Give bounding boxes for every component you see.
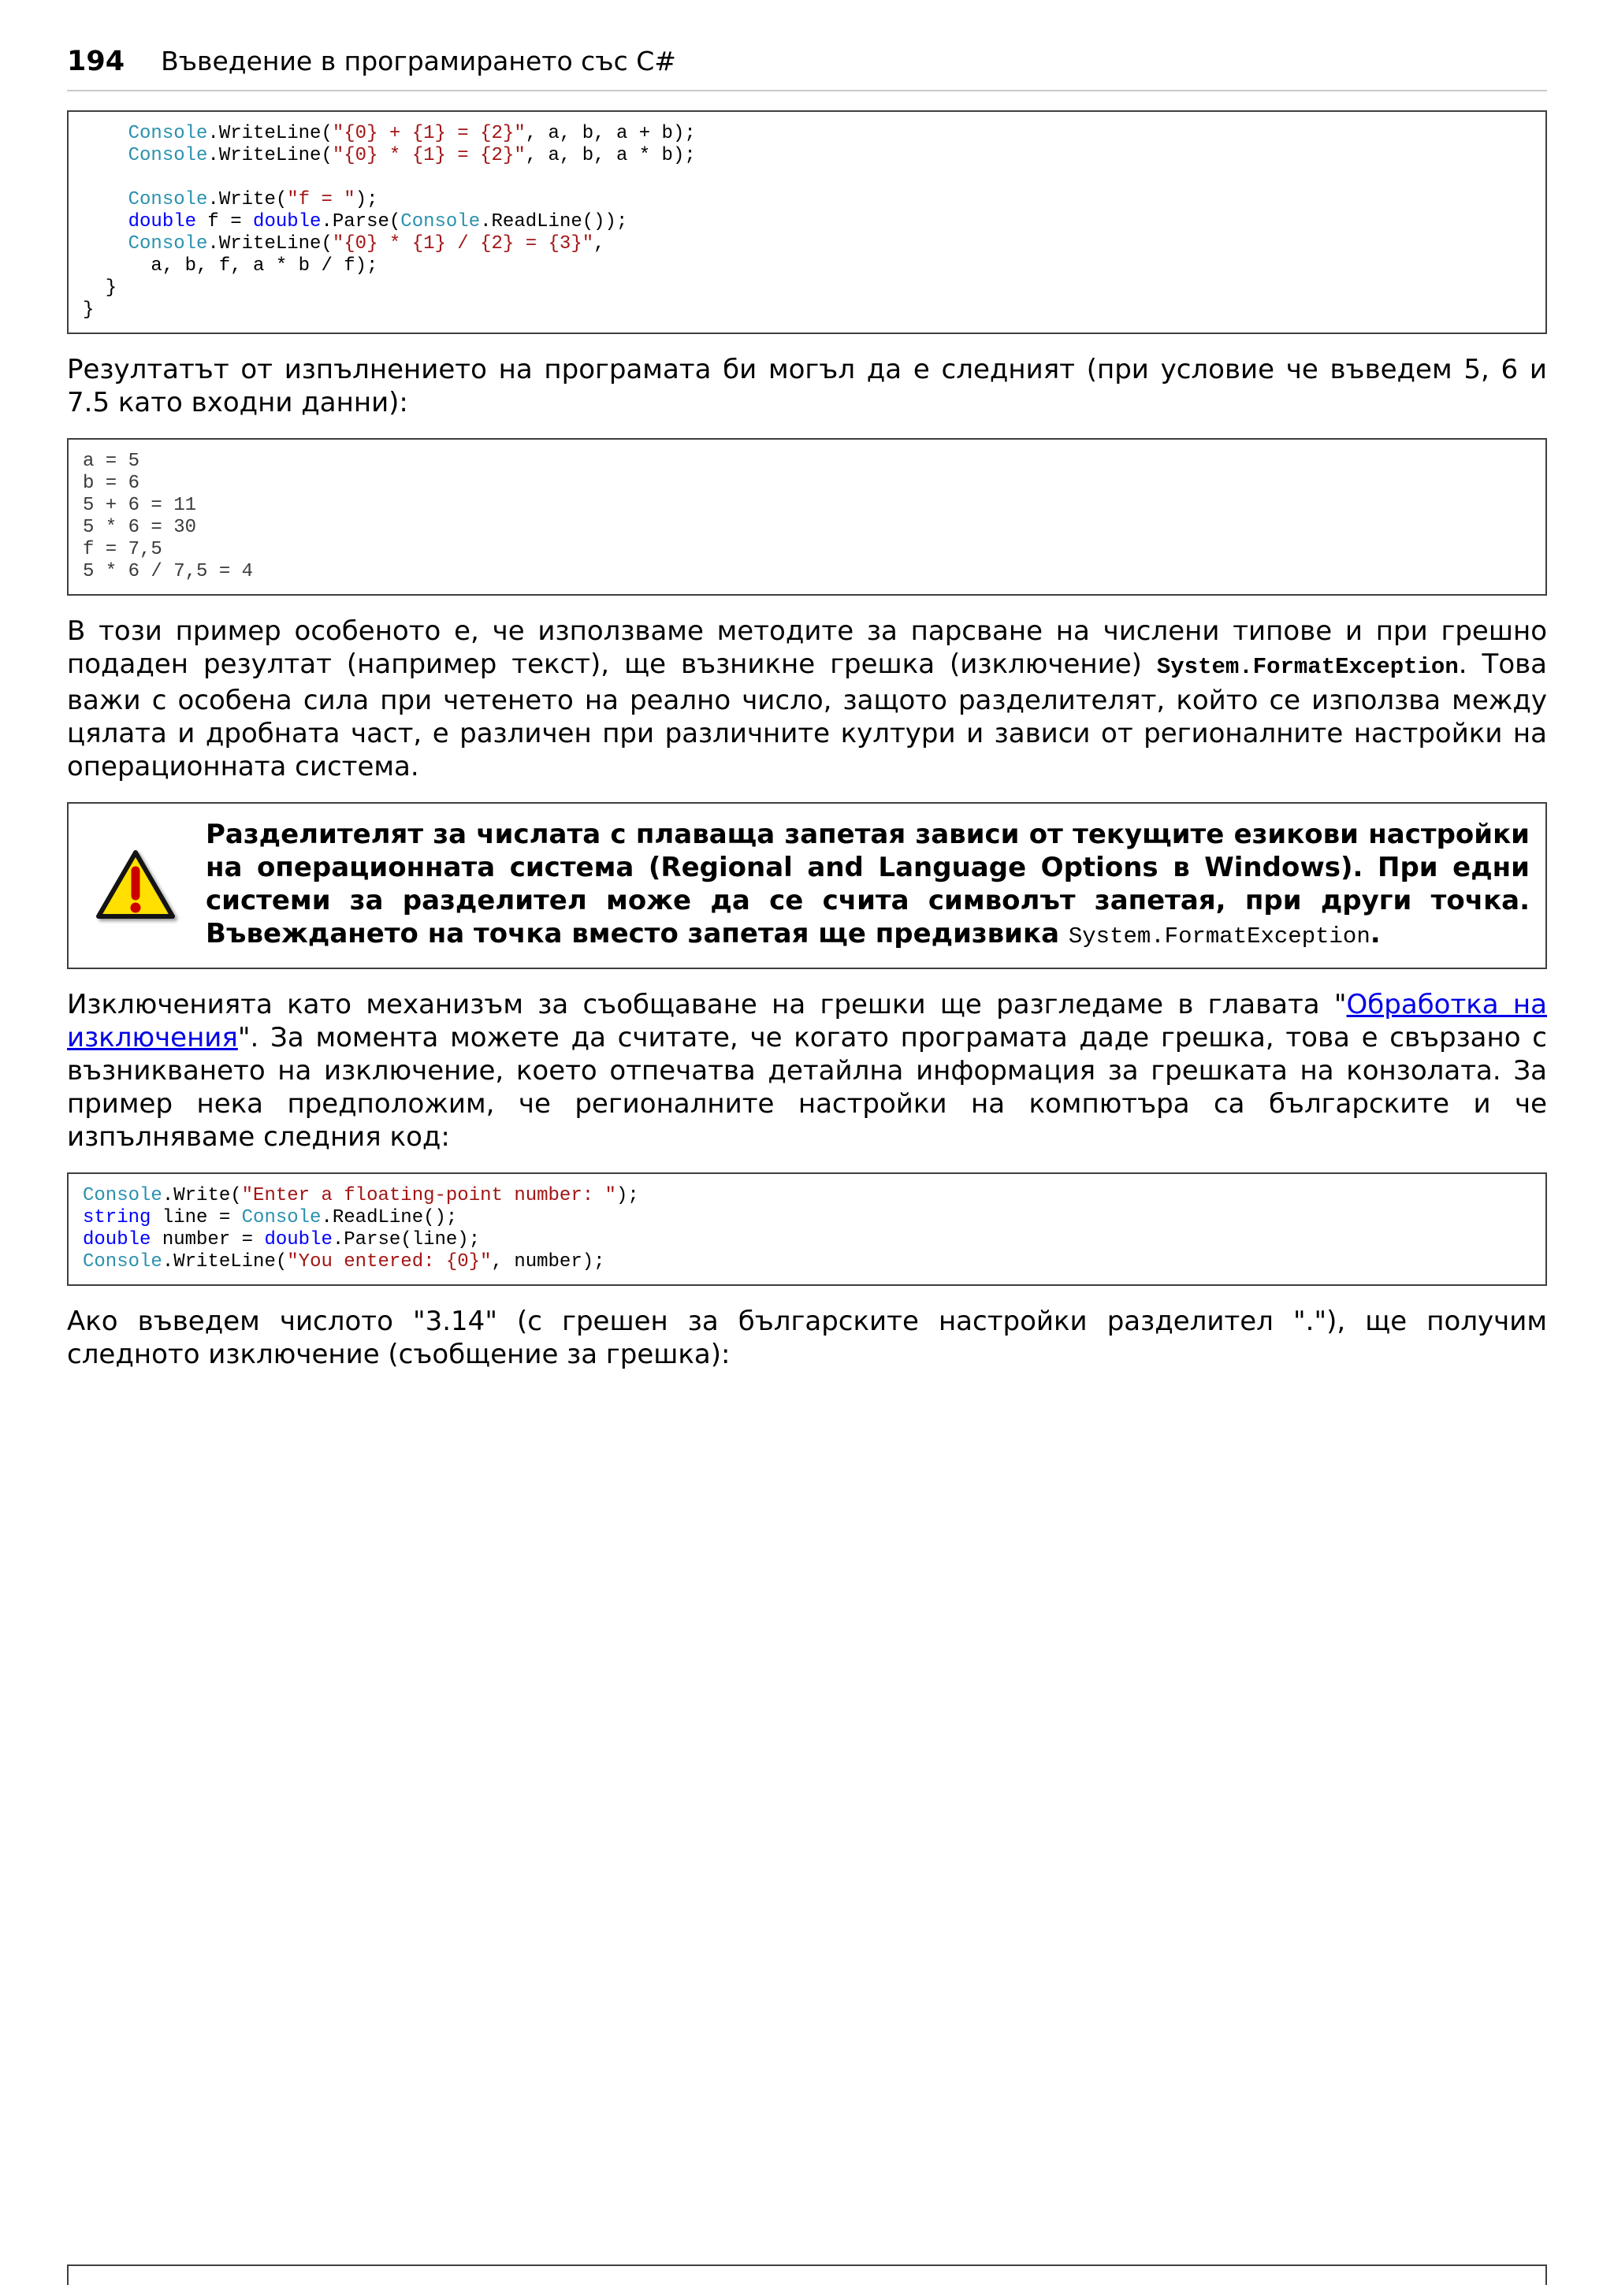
- paragraph-exceptions-chapter: Изключенията като механизъм за съобщаване на грешки ще разгледаме в главата "Обработка на изключения". За момента можете да считате, че когато програмата даде грешка, това е свързано с възникването на изключение, което отпечатва детайлна информация за грешката на конзолата. За пример нека предположим, че регионалните настройки на компютъра са българските и че изпълняваме следния код:: [67, 989, 1547, 1153]
- code-line: }: [83, 277, 117, 299]
- partial-code-block-bottom: [67, 2264, 1547, 2285]
- code-line: Console.WriteLine("{0} + {1} = {2}", a, b, a + b);: [128, 123, 696, 144]
- link-exception-handling-chapter[interactable]: Обработка на изключения: [67, 989, 1547, 1053]
- warning-text: Разделителят за числата с плаваща запетая зависи от текущите езикови настройки на операционната система (Regional and Language Options в Windows). При едни системи за разделител може да се счита символът запетая, при други точка. Въвеждането на точка вместо запетая ще предизвика System.FormatException.: [206, 819, 1530, 949]
- console-output-block: [67, 438, 1547, 596]
- code-line: }: [83, 299, 95, 321]
- code-line: Console.Write("Enter a floating-point number: ");: [83, 1185, 639, 1206]
- code-line: double number = double.Parse(line);: [83, 1229, 481, 1250]
- code-block-csharp-1: [67, 110, 1547, 334]
- code-line: Console.Write("f = ");: [128, 189, 378, 210]
- inline-code: System.FormatException: [1068, 923, 1370, 949]
- code-line: b = 6: [83, 473, 140, 494]
- code-line: 5 * 6 = 30: [83, 517, 197, 538]
- code-line: double f = double.Parse(Console.ReadLine());: [128, 211, 628, 232]
- code-line: a = 5: [83, 451, 140, 472]
- code-block-csharp-2: [67, 1172, 1547, 1286]
- code-line: a, b, f, a * b / f);: [83, 255, 378, 277]
- code-line: string line = Console.ReadLine();: [83, 1207, 458, 1228]
- code-line: 5 + 6 = 11: [83, 495, 197, 516]
- code-line: Console.WriteLine("{0} * {1} / {2} = {3}",: [128, 233, 605, 254]
- paragraph-parsing-explanation: В този пример особеното е, че използваме методите за парсване на числени типове и при грешно подаден резултат (например текст), ще възникне грешка (изключение) System.FormatException. Това важи с особена сила при четенето на реално число, защото разделителят, който се използва между цялата и дробната част, е различен при различните култури и зависи от регионалните настройки на операционната система.: [67, 615, 1547, 782]
- paragraph-wrong-separator: Ако въведем числото "3.14" (с грешен за българските настройки разделител "."), ще получим следното изключение (съобщение за грешка):: [67, 1306, 1547, 1370]
- page-number: 194: [67, 46, 125, 77]
- warning-icon: [69, 804, 203, 968]
- page-header: [67, 46, 1547, 91]
- warning-triangle-icon: [93, 847, 178, 924]
- code-line: f = 7,5: [83, 539, 162, 560]
- book-title: Въведение в програмирането със C#: [161, 46, 676, 76]
- code-line: 5 * 6 / 7,5 = 4: [83, 561, 254, 582]
- code-line: Console.WriteLine("You entered: {0}", number);: [83, 1251, 605, 1272]
- warning-note: [67, 802, 1547, 969]
- code-line: [83, 167, 1531, 189]
- code-line: Console.WriteLine("{0} * {1} = {2}", a, b, a * b);: [128, 145, 696, 166]
- inline-code: System.FormatException: [1156, 654, 1459, 680]
- paragraph-program-result: Резултатът от изпълнението на програмата би могъл да е следният (при условие че въведем 5, 6 и 7.5 като входни данни):: [67, 354, 1547, 418]
